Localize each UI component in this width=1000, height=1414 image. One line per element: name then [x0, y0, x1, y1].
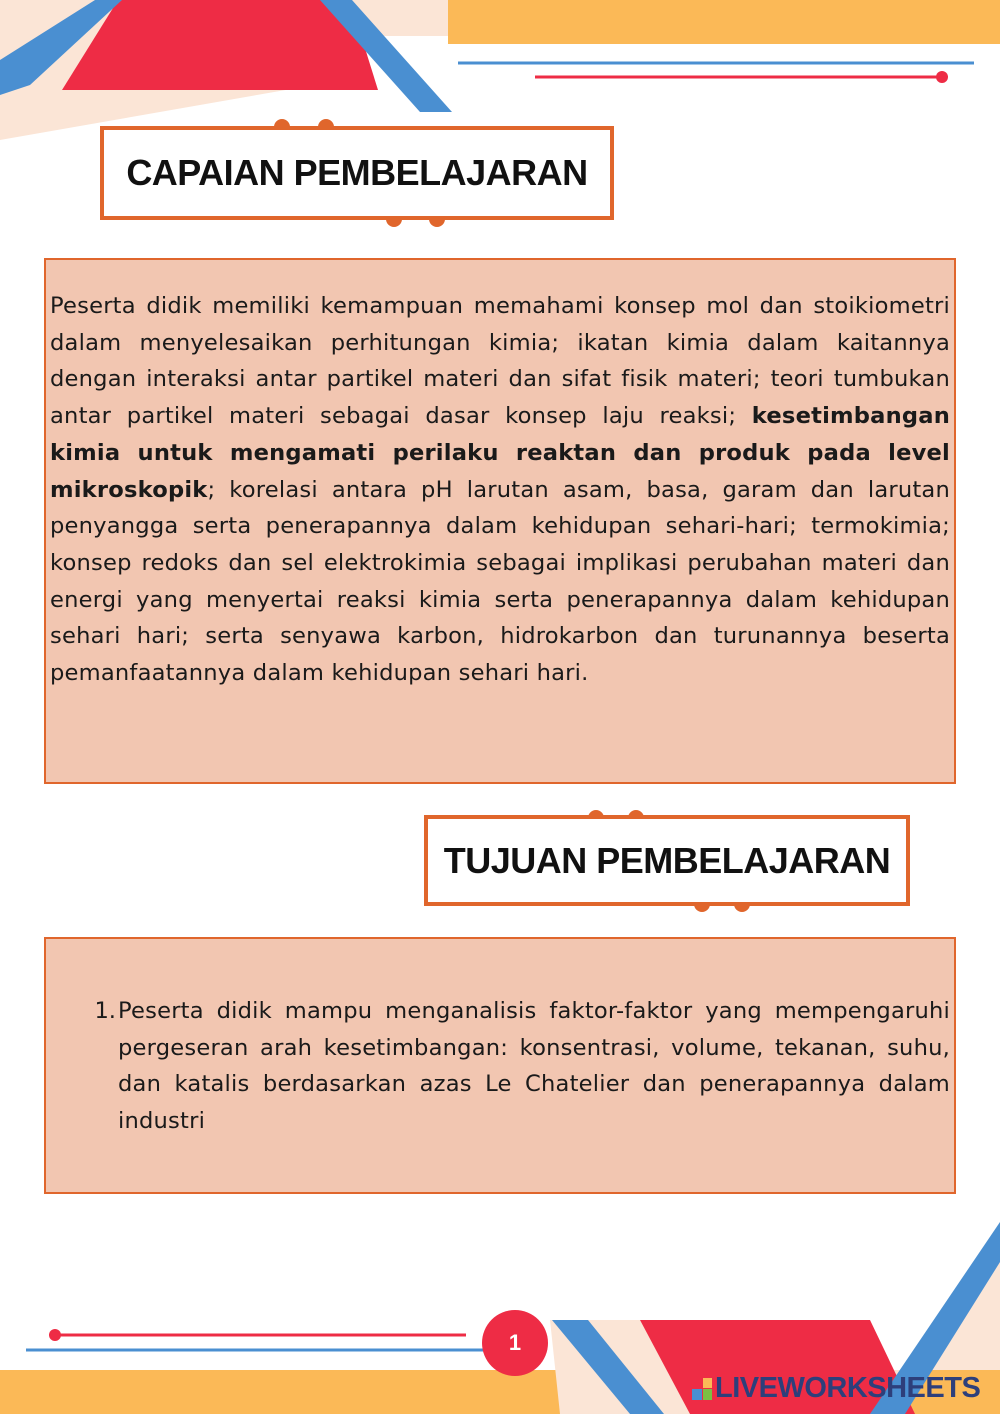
- capaian-text-part2: ; korelasi antara pH larutan asam, basa, garam dan larutan penyangga serta penerapannya dalam kehidupan sehari-hari; termokimia; konsep redoks dan sel elektrokimia sebagai implikasi perubahan materi dan energi yang menyertai reaksi kimia serta penerapannya dalam kehidupan sehari hari; serta senyawa karbon, hidrokarbon dan turunannya beserta pemanfaatannya dalam kehidupan sehari hari.: [50, 476, 950, 687]
- capaian-content-box: [44, 258, 956, 784]
- page-number: 1: [508, 1330, 522, 1355]
- top-left-yellow-bar: [448, 0, 1000, 44]
- tujuan-heading-box: [424, 815, 910, 906]
- liveworksheets-logo-icon: [692, 1378, 712, 1400]
- capaian-text-bold: kesetimbangan kimia untuk mengamati perilaku reaktan dan produk pada level mikroskopik: [50, 403, 950, 503]
- list-item-number: 1.: [94, 998, 116, 1024]
- list-item: [72, 993, 950, 1140]
- liveworksheets-watermark: [692, 1372, 980, 1405]
- capaian-paragraph: [50, 288, 950, 692]
- tujuan-content-box: [44, 937, 956, 1194]
- list-item-text: Peserta didik mampu menganalisis faktor-faktor yang mempengaruhi pergeseran arah kesetimbangan: konsentrasi, volume, tekanan, suhu, dan katalis berdasarkan azas Le Chatelier dan penerapannya dalam industri: [118, 998, 950, 1135]
- capaian-heading-box: [100, 126, 614, 220]
- tujuan-heading: TUJUAN PEMBELAJARAN: [443, 839, 891, 881]
- page-number-badge: [482, 1310, 548, 1376]
- top-red-dot: [936, 71, 948, 83]
- watermark-text: LIVEWORKSHEETS: [715, 1372, 981, 1404]
- capaian-text-part1: Peserta didik memiliki kemampuan memahami konsep mol dan stoikiometri dalam menyelesaikan perhitungan kimia; ikatan kimia dalam kaitannya dengan interaksi antar partikel materi dan sifat fisik materi; teori tumbukan antar partikel materi sebagai dasar konsep laju reaksi;: [50, 293, 950, 430]
- capaian-heading: CAPAIAN PEMBELAJARAN: [126, 152, 588, 193]
- bottom-red-dot: [49, 1329, 61, 1341]
